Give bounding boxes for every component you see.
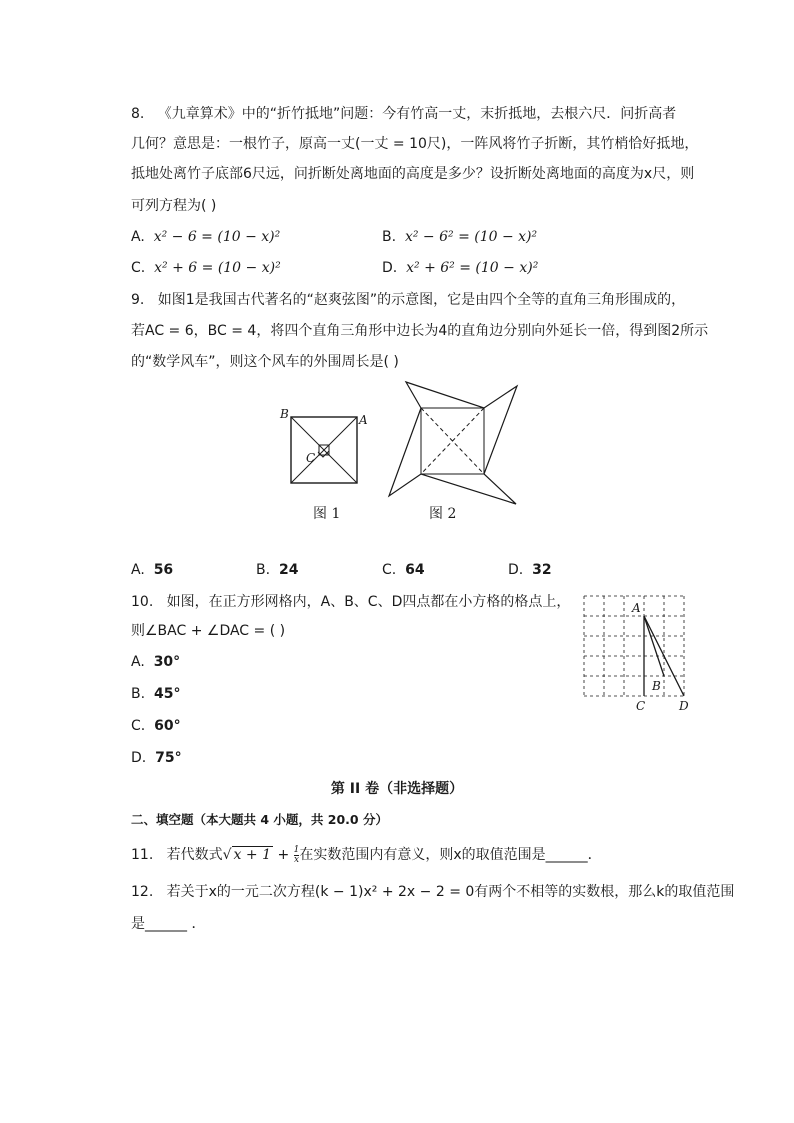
q9-option-c[interactable]: C. 64 <box>382 562 425 578</box>
q9-option-c-text: 64 <box>405 562 425 578</box>
fig1-label-b: B <box>280 407 289 421</box>
q10-line-1 <box>131 592 570 612</box>
q10-grid-figure <box>578 590 700 718</box>
q10-number: 10. <box>131 594 154 610</box>
q8-option-b[interactable]: B. x² − 6² = (10 − x)² <box>382 229 538 245</box>
q9-option-b-text: 24 <box>278 562 299 578</box>
q8-number: 8. <box>131 106 145 122</box>
grid-label-d: D <box>679 699 689 713</box>
q10-option-b[interactable]: B. 45° <box>131 686 181 702</box>
q9-option-d[interactable]: D. 32 <box>508 562 552 578</box>
q11-frac-den: x <box>293 854 300 865</box>
q8-option-d-text: x² + 6² = (10 − x)² <box>406 260 539 276</box>
q8-option-d[interactable]: D. x² + 6² = (10 − x)² <box>382 260 539 276</box>
q9-option-b[interactable]: B. 24 <box>256 562 299 578</box>
q8-option-a-text: x² − 6 = (10 − x)² <box>153 229 281 245</box>
grid-label-b: B <box>652 679 661 693</box>
q8-option-a[interactable]: A. x² − 6 = (10 − x)² <box>131 229 281 245</box>
fig1-label-a: A <box>359 413 368 427</box>
q9-text-1: 如图1是我国古代著名的“赵爽弦图”的示意图，它是由四个全等的直角三角形围成的， <box>157 292 686 308</box>
q9-option-a-text: 56 <box>153 562 174 578</box>
q8-line-3: 抵地处离竹子底部6尺远，问折断处离地面的高度是多少？设折断处离地面的高度为x尺，则 <box>131 166 695 182</box>
q12-number: 12. <box>131 884 154 900</box>
q9-line-2: 若AC = 6，BC = 4，将四个直角三角形中边长为4的直角边分别向外延长一倍，得到图2所示 <box>131 323 709 339</box>
section-title: 第 II 卷（非选择题） <box>330 781 464 797</box>
q8-option-c[interactable]: C. x² + 6 = (10 − x)² <box>131 260 281 276</box>
q9-line-1 <box>131 290 685 310</box>
q10-option-c[interactable]: C. 60° <box>131 718 181 734</box>
q10-option-b-text: 45° <box>153 686 181 702</box>
q9-option-a[interactable]: A. 56 <box>131 562 174 578</box>
q11-radicand: x + 1 <box>233 847 271 863</box>
q8-line-1 <box>131 104 676 124</box>
grid-label-a: A <box>632 601 641 615</box>
q12-text-1: 若关于x的一元二次方程(k − 1)x² + 2x − 2 = 0有两个不相等的实数根，那么k的取值范围 <box>166 884 735 900</box>
q11-sqrt: √ <box>222 847 232 863</box>
q11-frac-num: 1 <box>293 844 300 855</box>
q8-text-1: 《九章算术》中的“折竹抵地”问题：今有竹高一丈，末折抵地，去根六尺．问折高者 <box>157 106 677 122</box>
q10-option-a[interactable]: A. 30° <box>131 654 181 670</box>
q10-line-2: 则∠BAC + ∠DAC = ( ) <box>131 623 286 639</box>
q11-suffix: 在实数范围内有意义，则x的取值范围是______． <box>299 847 602 863</box>
figure-1-caption: 图 1 <box>313 506 341 522</box>
q12-line-1 <box>131 882 734 902</box>
q10-option-d[interactable]: D. 75° <box>131 750 182 766</box>
q8-option-b-text: x² − 6² = (10 − x)² <box>404 229 538 245</box>
q8-line-4: 可列方程为( ) <box>131 198 217 214</box>
fig1-label-c: C <box>306 451 316 465</box>
q10-option-a-text: 30° <box>153 654 181 670</box>
q8-line-2: 几何？意思是：一根竹子，原高一丈(一丈 = 10尺)，一阵风将竹子折断，其竹梢恰好抵地， <box>131 136 699 152</box>
zhao-shuang-figure-1 <box>278 404 368 494</box>
q10-option-c-text: 60° <box>154 718 181 734</box>
figure-2-caption: 图 2 <box>429 506 457 522</box>
q10-option-d-text: 75° <box>155 750 182 766</box>
q8-option-c-text: x² + 6 = (10 − x)² <box>154 260 281 276</box>
q11-plus: + <box>277 847 290 863</box>
q9-line-3: 的“数学风车”，则这个风车的外围周长是( ) <box>131 354 399 370</box>
q11-line <box>131 845 602 869</box>
grid-label-c: C <box>636 699 646 713</box>
math-windmill-figure-2 <box>380 378 525 510</box>
fill-in-section-header: 二、填空题（本大题共 4 小题，共 20.0 分） <box>131 812 388 827</box>
q9-option-d-text: 32 <box>532 562 552 578</box>
q11-prefix: 若代数式 <box>166 847 223 863</box>
q9-number: 9. <box>131 292 145 308</box>
q12-line-2: 是______ ． <box>131 916 206 932</box>
q10-text-1: 如图，在正方形网格内，A、B、C、D四点都在小方格的格点上， <box>166 594 571 610</box>
q11-number: 11. <box>131 847 154 863</box>
